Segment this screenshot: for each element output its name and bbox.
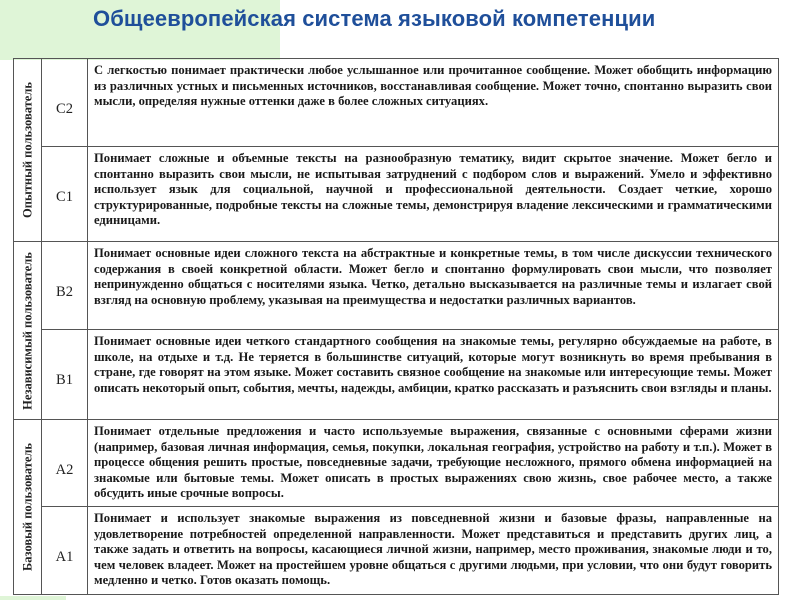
table-row xyxy=(14,507,779,595)
group-label: Опытный пользователь xyxy=(20,82,34,218)
slide-title: Общеевропейская система языковой компетенции xyxy=(93,6,656,31)
level-code: C2 xyxy=(56,101,73,117)
level-code: B2 xyxy=(56,284,73,300)
level-code: C1 xyxy=(56,189,73,205)
level-description: Понимает основные идеи четкого стандартного сообщения на знакомые темы, регулярно обсуждаемые на работе, в школе, на отдыхе и т.д. Не теряется в большинстве ситуаций, которые могут возникнуть во время пребывания в стране, где говорят на этом языке. Может составить связное сообщение на знакомые или интересующие темы. Может описать некоторый опыт, события, мечты, надежды, амбиции, кратко рассказать и разъяснить свои взгляды и планы. xyxy=(88,330,779,420)
table-row xyxy=(14,242,779,330)
table-row xyxy=(14,147,779,242)
group-cell-basic xyxy=(14,420,42,595)
level-code: B1 xyxy=(56,372,73,388)
level-description: Понимает сложные и объемные тексты на разнообразную тематику, видит скрытое значение. Может бегло и спонтанно выразить свои мысли, не испытывая затруднений с подбором слов и выражений. Умело и эффективно использует язык для социальной, научной и профессиональной деятельности. Создает четкие, хорошо структурированные, подробные тексты на сложные темы, демонстрируя владение лексическими и грамматическими единицами. xyxy=(88,147,779,242)
table-row xyxy=(14,420,779,507)
group-cell-independent xyxy=(14,242,42,420)
group-cell-proficient xyxy=(14,59,42,242)
cefr-levels-table xyxy=(13,58,779,595)
level-code-cell xyxy=(42,507,88,595)
group-label: Независимый пользователь xyxy=(20,251,34,410)
level-description: С легкостью понимает практически любое услышанное или прочитанное сообщение. Может обобщить информацию из различных устных и письменных источников, восстанавливая сообщение. Может точно, спонтанно выразить свои мысли, определяя нужные оттенки даже в более сложных ситуациях. xyxy=(88,59,779,147)
level-code-cell xyxy=(42,147,88,242)
level-code-cell xyxy=(42,330,88,420)
group-label: Базовый пользователь xyxy=(20,442,34,572)
level-description: Понимает и использует знакомые выражения из повседневной жизни и базовые фразы, направленные на удовлетворение потребностей определенной направленности. Может представиться и представить других лиц, а также задать и ответить на вопросы, касающиеся личной жизни, например, место проживания, знакомые люди и то, чем человек владеет. Может на простейшем уровне общаться с другими людьми, при условии, что они будут говорить медленно и четко. Готов оказать помощь. xyxy=(88,507,779,595)
level-code: A2 xyxy=(55,462,74,478)
level-description: Понимает отдельные предложения и часто используемые выражения, связанные с основными сферами жизни (например, базовая личная информация, семья, покупки, локальная география, устройство на работу и т.п.). Может в процессе общения решить простые, повседневные задачи, требующие несложного, прямого обмена информацией на знакомые или бытовые темы. Может описать в простых выражениях свою жизнь, свое рабочее место, а также обсудить иные срочные вопросы. xyxy=(88,420,779,507)
bottom-accent-bar xyxy=(0,596,66,600)
level-code-cell xyxy=(42,420,88,507)
level-description: Понимает основные идеи сложного текста на абстрактные и конкретные темы, в том числе дискуссии технического содержания в своей конкретной области. Может бегло и спонтанно формулировать свои мысли, что позволяет непринужденно общаться с носителями языка. Четко, детально высказывается на различные темы и излагает свой взгляд на основную проблему, указывая на преимущества и недостатки различных вариантов. xyxy=(88,242,779,330)
table-row xyxy=(14,330,779,420)
table-row xyxy=(14,59,779,147)
level-code-cell xyxy=(42,242,88,330)
level-code: A1 xyxy=(55,549,74,565)
level-code-cell xyxy=(42,59,88,147)
